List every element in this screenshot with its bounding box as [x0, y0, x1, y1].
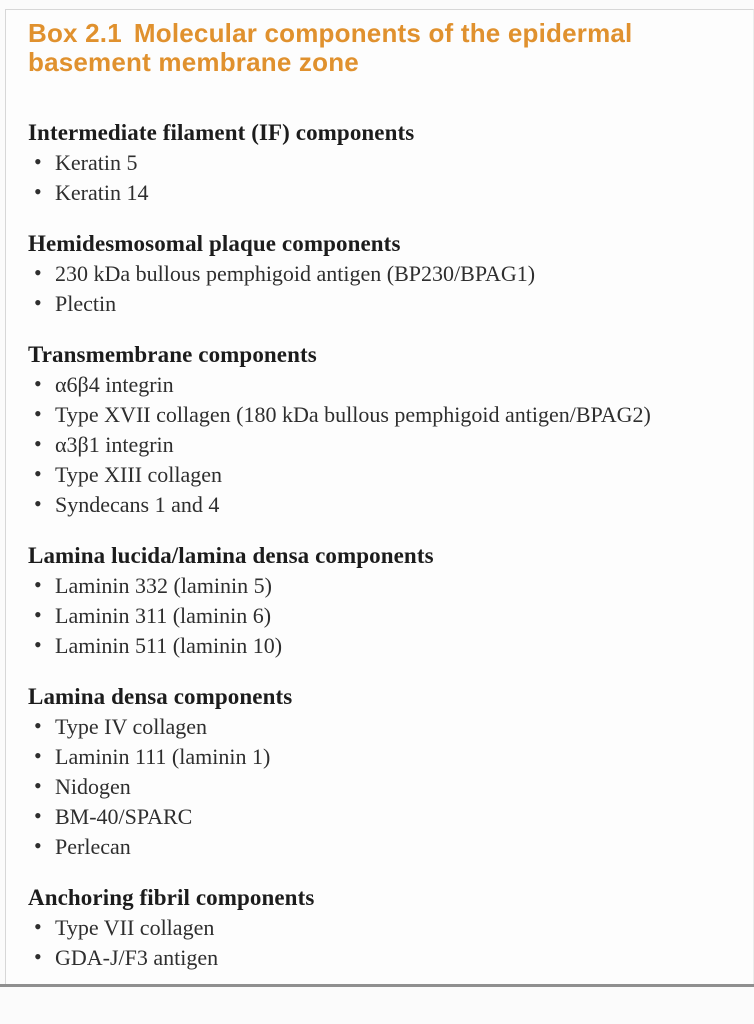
section [28, 229, 733, 319]
section [28, 883, 733, 973]
list-item: • Keratin 14 [28, 178, 733, 208]
sections-container [28, 118, 733, 973]
section [28, 340, 733, 520]
list-item: • Laminin 111 (laminin 1) [28, 742, 733, 772]
list-item: • Laminin 332 (laminin 5) [28, 571, 733, 601]
section-heading: Lamina lucida/lamina densa components [28, 543, 434, 568]
section-heading: Hemidesmosomal plaque components [28, 231, 401, 256]
section [28, 118, 733, 208]
list-item: • 230 kDa bullous pemphigoid antigen (BP230/BPAG1) [28, 259, 733, 289]
section-item-list [28, 148, 733, 208]
list-item: • Type XIII collagen [28, 460, 733, 490]
list-item: • Plectin [28, 289, 733, 319]
section-heading: Lamina densa components [28, 684, 293, 709]
section-heading: Transmembrane components [28, 342, 317, 367]
list-item: • BM-40/SPARC [28, 802, 733, 832]
list-item: • Keratin 5 [28, 148, 733, 178]
section [28, 541, 733, 661]
section-item-list [28, 370, 733, 520]
list-item: • GDA-J/F3 antigen [28, 943, 733, 973]
list-item: • Perlecan [28, 832, 733, 862]
list-item: • Laminin 311 (laminin 6) [28, 601, 733, 631]
list-item: • α3β1 integrin [28, 430, 733, 460]
bottom-rule [0, 984, 754, 987]
box-title-text: Molecular components of the epidermal basement membrane zone [28, 18, 633, 77]
section-item-list [28, 571, 733, 661]
list-item: • Type VII collagen [28, 913, 733, 943]
section-item-list [28, 913, 733, 973]
section-item-list [28, 712, 733, 862]
section-heading: Intermediate filament (IF) components [28, 120, 415, 145]
section-item-list [28, 259, 733, 319]
list-item: • Laminin 511 (laminin 10) [28, 631, 733, 661]
info-box [5, 9, 754, 985]
list-item: • α6β4 integrin [28, 370, 733, 400]
list-item: • Syndecans 1 and 4 [28, 490, 733, 520]
section-heading: Anchoring fibril components [28, 885, 315, 910]
list-item: • Nidogen [28, 772, 733, 802]
list-item: • Type IV collagen [28, 712, 733, 742]
box-title [28, 19, 728, 77]
box-label: Box 2.1 [28, 18, 122, 48]
section [28, 682, 733, 862]
list-item: • Type XVII collagen (180 kDa bullous pemphigoid antigen/BPAG2) [28, 400, 733, 430]
